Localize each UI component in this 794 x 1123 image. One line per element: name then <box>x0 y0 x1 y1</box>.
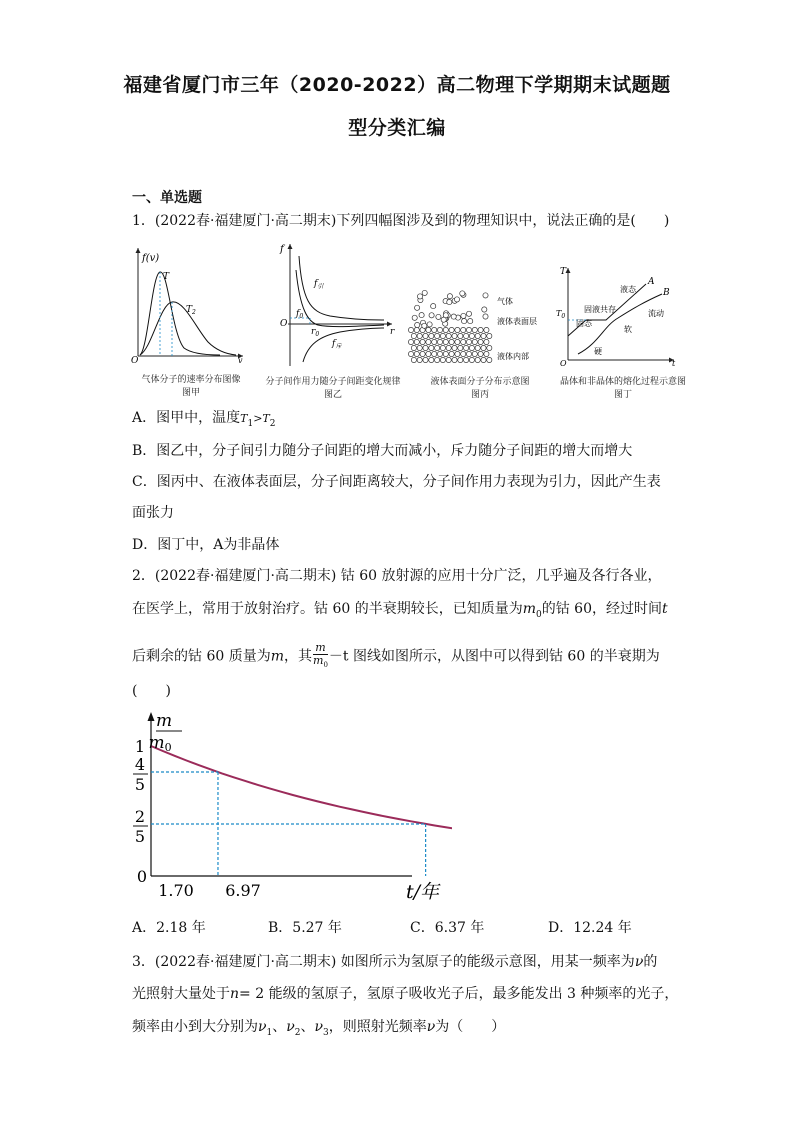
molecule <box>408 351 413 356</box>
q2-answer-paren: ( ) <box>132 683 171 699</box>
fig-ding-origin: O <box>560 359 567 366</box>
q1-option-c-line2: 面张力 <box>132 505 174 521</box>
molecule <box>411 333 416 338</box>
molecule <box>452 333 457 338</box>
molecule <box>464 345 469 350</box>
fig-yi-f-attr: f <box>314 279 318 289</box>
molecule <box>441 317 446 322</box>
molecule <box>466 311 471 316</box>
fig-ding-xlabel: t <box>672 359 676 366</box>
molecule <box>408 339 413 344</box>
molecule <box>449 339 454 344</box>
molecule <box>435 345 440 350</box>
svg-text:T0 <box>556 309 565 320</box>
q2-option-d: D．12.24 年 <box>548 920 632 936</box>
fig-jia-T2: T <box>186 305 193 315</box>
y-label-numerator: m <box>155 711 173 731</box>
fig-yi-origin: O <box>280 319 288 329</box>
fig-bing-label: 图丙 <box>470 390 489 400</box>
q2-decay-chart <box>132 708 452 913</box>
fig-ding-flow: 流动 <box>648 309 664 318</box>
fig-yi-r0: r <box>311 327 316 337</box>
page-title-line1: 福建省厦门市三年（2020-2022）高二物理下学期期末试题题 <box>123 74 671 96</box>
molecule <box>426 327 431 332</box>
y-label-denominator: m <box>148 733 165 753</box>
molecule <box>461 351 466 356</box>
molecule <box>487 345 492 350</box>
molecule <box>466 327 471 332</box>
molecule <box>458 357 463 362</box>
molecule <box>472 339 477 344</box>
molecule <box>484 339 489 344</box>
molecule <box>426 351 431 356</box>
molecule <box>481 333 486 338</box>
molecule <box>469 333 474 338</box>
molecule <box>452 345 457 350</box>
molecule <box>464 333 469 338</box>
molecule <box>472 351 477 356</box>
x-tick-1-70: 1.70 <box>158 881 194 900</box>
svg-text:r0 <box>311 327 319 338</box>
fig-yi-r0-sub: 0 <box>315 331 320 338</box>
q1-option-d: D．图丁中，A为非晶体 <box>132 537 280 553</box>
fig-jia-xlabel: v <box>238 356 243 364</box>
x-axis-label: t/年 <box>406 881 440 903</box>
molecule <box>436 314 441 319</box>
molecule <box>483 314 488 319</box>
molecule <box>461 327 466 332</box>
molecule <box>420 351 425 356</box>
fig-ding-B: B <box>663 288 670 298</box>
q2-line2: 在医学上，常用于放射治疗。钴 60 的半衰期较长，已知质量为$m_0$的钴 60，经过时间t <box>132 601 668 620</box>
molecule <box>429 345 434 350</box>
molecule <box>449 327 454 332</box>
q2-option-b: B．5.27 年 <box>268 920 342 936</box>
molecule <box>415 322 420 327</box>
q1-figure-yi <box>258 240 408 400</box>
molecule <box>437 351 442 356</box>
fig-jia-origin: O <box>131 356 139 364</box>
y-tick-4-5-num: 4 <box>134 755 146 774</box>
molecule <box>478 351 483 356</box>
decay-curve <box>151 746 452 864</box>
fig-bing-gas-label: 气体 <box>497 297 513 306</box>
molecule <box>429 357 434 362</box>
fig-jia-T2-sub: 2 <box>192 309 196 316</box>
liquid-molecules-diagram <box>405 288 555 368</box>
molecule <box>481 345 486 350</box>
molecule <box>431 304 436 309</box>
q1-option-c-line1: C．图丙中、在液体表面层，分子间距离较大，分子间作用力表现为引力，因此产生表 <box>132 474 661 490</box>
fig-yi-f0-sub: 0 <box>299 313 304 320</box>
molecule <box>483 293 488 298</box>
molecule <box>422 290 427 295</box>
molecule <box>415 305 420 310</box>
molecule <box>411 357 416 362</box>
q1-stem: 1．(2022春·福建厦门·高二期末)下列四幅图涉及到的物理知识中，说法正确的是( ) <box>132 213 670 229</box>
molecule <box>417 357 422 362</box>
page-title-line2: 型分类汇编 <box>348 117 446 139</box>
molecule <box>435 333 440 338</box>
molecule <box>451 314 456 319</box>
q2-line1: 2．(2022春·福建厦门·高二期末) 钴 60 放射源的应用十分广泛，几乎遍及各行各业， <box>132 568 662 584</box>
section-heading-single-choice: 一、单选题 <box>132 190 202 206</box>
molecule <box>429 333 434 338</box>
y-label-denominator-sub: 0 <box>164 741 172 754</box>
molecule <box>417 333 422 338</box>
molecule <box>432 327 437 332</box>
molecule <box>484 327 489 332</box>
molecule <box>446 345 451 350</box>
fig-yi-f-rep: f <box>332 339 336 349</box>
molecule <box>455 351 460 356</box>
svg-text:f引 <box>313 279 324 290</box>
molecule <box>461 313 466 318</box>
fig-jia-T: T <box>163 272 170 282</box>
molecule <box>423 345 428 350</box>
q1-figure-bing <box>405 288 555 400</box>
molecule <box>462 319 467 324</box>
fig-yi-f-rep-sub: 斥 <box>335 343 342 350</box>
molecule <box>443 351 448 356</box>
q1-figure-ding <box>548 262 698 402</box>
q1-option-a: A．图甲中，温度$T_1>T_2$ <box>132 410 276 429</box>
molecule <box>447 294 452 299</box>
fig-yi-f-attr-sub: 引 <box>317 283 324 290</box>
y-axis-arrow <box>148 712 155 721</box>
fig-ding-soft: 软 <box>624 325 632 334</box>
molecule <box>466 351 471 356</box>
molecule <box>468 319 473 324</box>
molecule <box>478 327 483 332</box>
molecule <box>426 339 431 344</box>
molecule <box>420 339 425 344</box>
molecule <box>443 339 448 344</box>
q2-line3: 后剩余的钴 60 质量为m，其 $\frac{m}{m_0}$ －t 图线如图所示，从图中可以得到钴 60 的半衰期为 <box>132 641 660 670</box>
molecule <box>414 327 419 332</box>
y-tick-2-5-num: 2 <box>134 807 146 826</box>
fig-yi-label: 图乙 <box>323 390 342 400</box>
molecule <box>422 323 427 328</box>
molecule <box>487 333 492 338</box>
fig-ding-coexist: 固液共存 <box>584 305 616 314</box>
y-tick-0: 0 <box>136 867 148 886</box>
molecule <box>412 315 417 320</box>
molecule <box>466 339 471 344</box>
molecule <box>429 313 434 318</box>
molecule <box>440 357 445 362</box>
fig-ding-liquid: 液态 <box>620 285 636 294</box>
molecule <box>440 333 445 338</box>
molecule <box>408 327 413 332</box>
svg-text:f斥 <box>331 339 342 350</box>
molecule <box>414 339 419 344</box>
fig-bing-caption: 液体表面分子分布示意图 <box>430 377 530 387</box>
molecule <box>458 333 463 338</box>
molecule <box>423 333 428 338</box>
molecule <box>452 357 457 362</box>
y-tick-4-5-den: 5 <box>134 775 146 794</box>
molecule <box>472 327 477 332</box>
fig-yi-f0: f <box>296 309 300 319</box>
fig-jia-ylabel: f(v) <box>142 253 160 264</box>
molecule <box>461 339 466 344</box>
fig-yi-ylabel: f <box>280 244 284 255</box>
fig-ding-T0: T <box>556 309 562 318</box>
fig-ding-A: A <box>648 277 655 287</box>
molecule <box>475 333 480 338</box>
molecule <box>443 327 448 332</box>
fig-yi-xlabel: r <box>390 327 395 337</box>
molecule <box>432 351 437 356</box>
q1-option-b: B．图乙中，分子间引力随分子间距的增大而减小，斥力随分子间距的增大而增大 <box>132 443 633 459</box>
y-tick-1: 1 <box>134 737 146 756</box>
molecule <box>437 339 442 344</box>
fig-ding-ylabel: T <box>560 267 567 277</box>
molecule <box>478 339 483 344</box>
molecule <box>458 345 463 350</box>
molecule <box>440 345 445 350</box>
molecule <box>437 327 442 332</box>
q2-option-c: C．6.37 年 <box>410 920 485 936</box>
molecule <box>427 322 432 327</box>
molecule <box>482 307 487 312</box>
molecule <box>417 294 422 299</box>
molecule <box>455 327 460 332</box>
molecule <box>460 291 465 296</box>
molecule <box>481 357 486 362</box>
molecule <box>454 297 459 302</box>
molecule <box>432 339 437 344</box>
molecule <box>455 339 460 344</box>
svg-text:T2 <box>186 305 196 316</box>
q3-line3: 频率由小到大分别为$\nu_1$、$\nu_2$、$\nu_3$，则照射光频率ν为（ ） <box>132 1019 506 1038</box>
fig-ding-hard: 硬 <box>594 347 602 356</box>
fig-jia-label: 图甲 <box>181 388 200 398</box>
molecule <box>414 351 419 356</box>
fig-ding-caption: 晶体和非晶体的熔化过程示意图 <box>559 377 686 387</box>
q3-line1: 3．(2022春·福建厦门·高二期末) 如图所示为氢原子的能级示意图，用某一频率为ν的 <box>132 954 658 970</box>
molecule <box>446 333 451 338</box>
molecule <box>487 357 492 362</box>
molecule <box>446 357 451 362</box>
svg-text:m0 <box>148 733 171 754</box>
fig-bing-inner-label: 液体内部 <box>497 352 529 361</box>
molecule <box>464 357 469 362</box>
molecule <box>475 357 480 362</box>
fig-ding-T0-sub: 0 <box>561 313 566 320</box>
molecule <box>484 351 489 356</box>
molecule <box>419 313 424 318</box>
fig-bing-surface-label: 液体表面层 <box>497 317 537 326</box>
svg-text:f0 <box>295 309 303 320</box>
molecule <box>449 351 454 356</box>
molecule <box>469 357 474 362</box>
q3-line2: 光照射大量处于n= 2 能级的氢原子，氢原子吸收光子后，最多能发出 3 种频率的光子， <box>132 986 679 1002</box>
y-tick-2-5-den: 5 <box>134 827 146 846</box>
molecule <box>475 345 480 350</box>
molecule <box>469 345 474 350</box>
molecule <box>423 357 428 362</box>
x-tick-6-97: 6.97 <box>225 881 261 900</box>
fig-jia-caption: 气体分子的速率分布图像 <box>141 375 241 385</box>
fig-ding-solid: 固态 <box>576 319 592 328</box>
fig-ding-label: 图丁 <box>613 390 632 400</box>
molecule <box>411 345 416 350</box>
q2-option-a: A．2.18 年 <box>132 920 206 936</box>
q1-figure-jia <box>128 244 254 399</box>
fig-yi-caption: 分子间作用力随分子间距变化规律 <box>265 377 401 387</box>
molecule <box>447 300 452 305</box>
molecule <box>417 345 422 350</box>
molecule <box>435 357 440 362</box>
